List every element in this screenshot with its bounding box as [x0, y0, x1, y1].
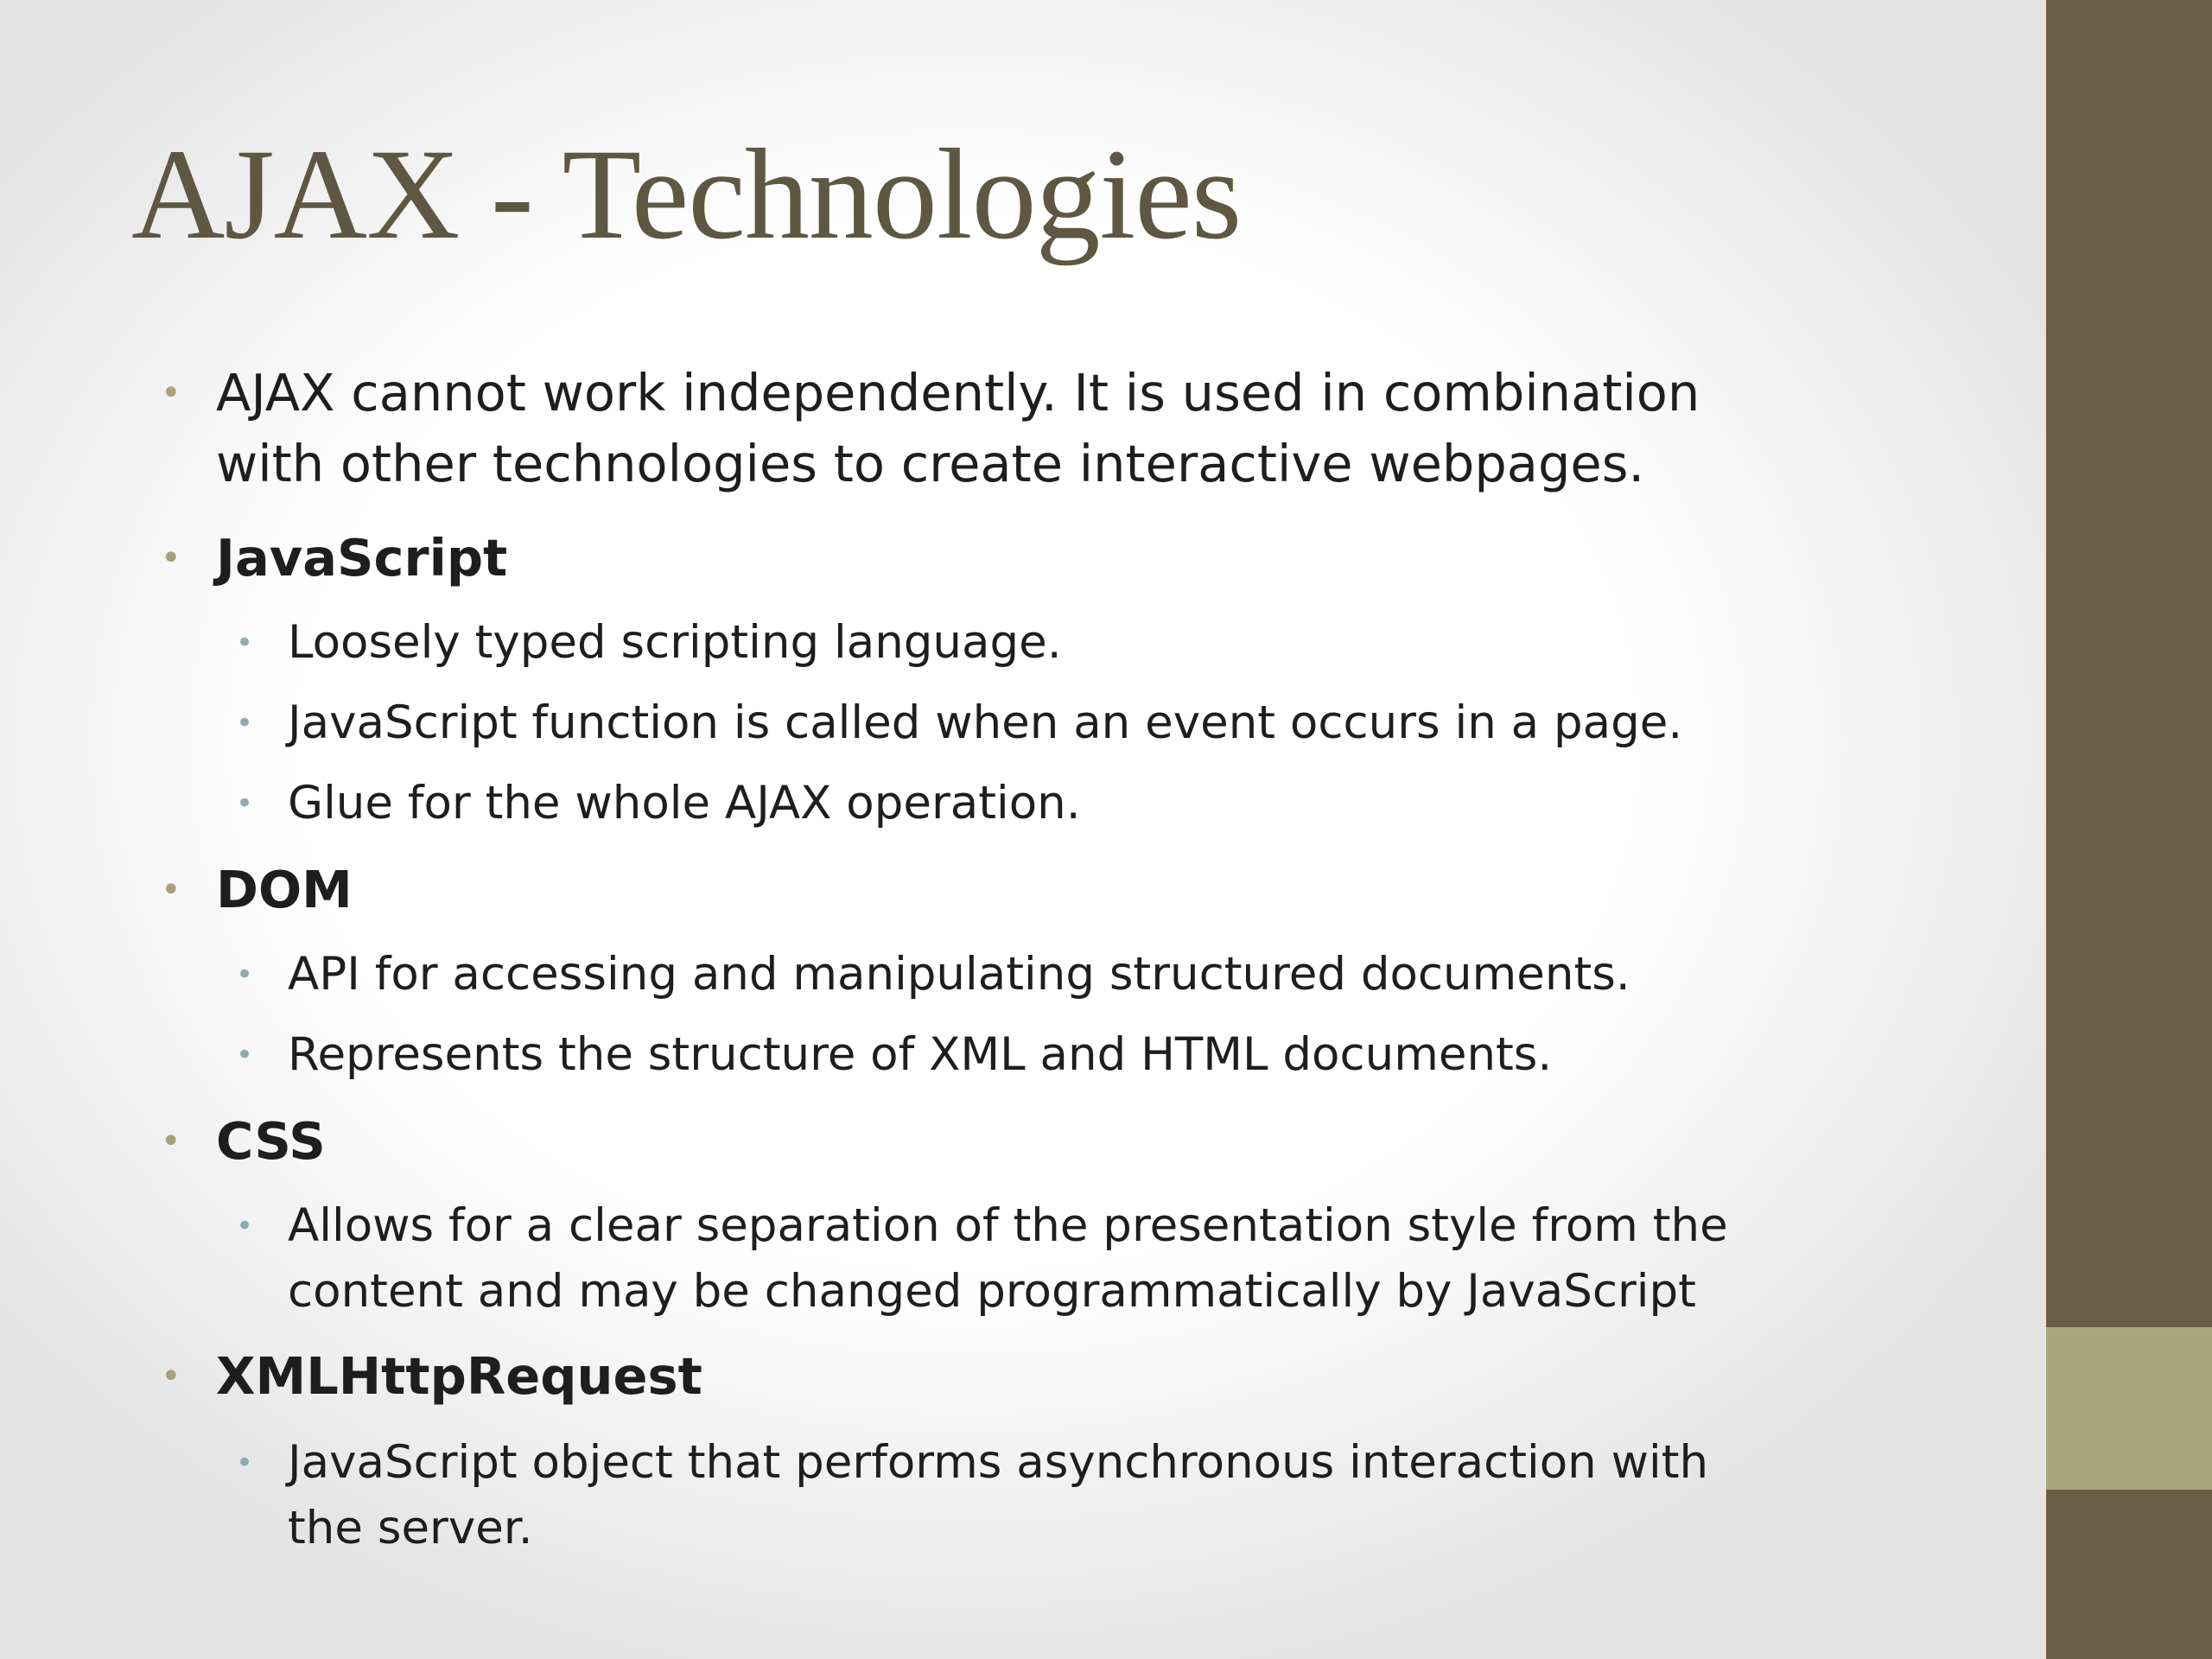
bullet-item: [161, 358, 1700, 499]
bullet-text-line: Glue for the whole AJAX operation.: [288, 777, 1081, 830]
bullet-dot-icon: •: [236, 706, 254, 741]
sub-bullet-item: [236, 690, 1683, 756]
bullet-text-line: Represents the structure of XML and HTML documents.: [288, 1028, 1553, 1081]
bullet-dot-icon: •: [236, 1446, 254, 1480]
bullet-item: [161, 523, 508, 594]
bullet-text-line: API for accessing and manipulating structured documents.: [288, 948, 1630, 1001]
slide-title: AJAX - Technologies: [131, 123, 1242, 266]
bullet-text-line: Loosely typed scripting language.: [288, 616, 1062, 669]
bullet-item: [161, 855, 353, 925]
bullet-text-line: XMLHttpRequest: [216, 1346, 702, 1406]
bullet-text-line: the server.: [288, 1502, 533, 1554]
bullet-dot-icon: •: [236, 786, 254, 821]
sub-bullet-item: [236, 1430, 1709, 1561]
bullet-dot-icon: •: [161, 373, 181, 413]
sub-bullet-item: [236, 771, 1081, 836]
bullet-text-line: JavaScript function is called when an event occurs in a page.: [288, 696, 1683, 749]
bullet-dot-icon: •: [236, 1038, 254, 1072]
bullet-dot-icon: •: [161, 870, 181, 910]
bullet-text-line: CSS: [216, 1111, 326, 1171]
bullet-dot-icon: •: [236, 957, 254, 992]
bullet-text-line: DOM: [216, 860, 353, 919]
sub-bullet-item: [236, 1193, 1728, 1325]
bullet-text-line: JavaScript: [216, 528, 508, 588]
bullet-dot-icon: •: [236, 1209, 254, 1243]
bullet-text-line: Allows for a clear separation of the presentation style from the: [288, 1199, 1728, 1252]
bullet-item: [161, 1341, 702, 1412]
bullet-dot-icon: •: [161, 538, 181, 578]
bullet-dot-icon: •: [236, 626, 254, 660]
sub-bullet-item: [236, 1022, 1553, 1088]
bullet-dot-icon: •: [161, 1357, 181, 1396]
bullet-item: [161, 1106, 326, 1177]
bullet-dot-icon: •: [161, 1122, 181, 1161]
bullet-text-line: JavaScript object that performs asynchronous interaction with: [288, 1436, 1709, 1489]
sub-bullet-item: [236, 610, 1062, 676]
bullet-text-line: AJAX cannot work independently. It is used in combination: [216, 363, 1700, 423]
bullet-text-line: with other technologies to create interactive webpages.: [216, 434, 1645, 493]
sidebar-accent-block: [2046, 1327, 2212, 1490]
sub-bullet-item: [236, 942, 1630, 1007]
bullet-text-line: content and may be changed programmatically by JavaScript: [288, 1265, 1696, 1318]
